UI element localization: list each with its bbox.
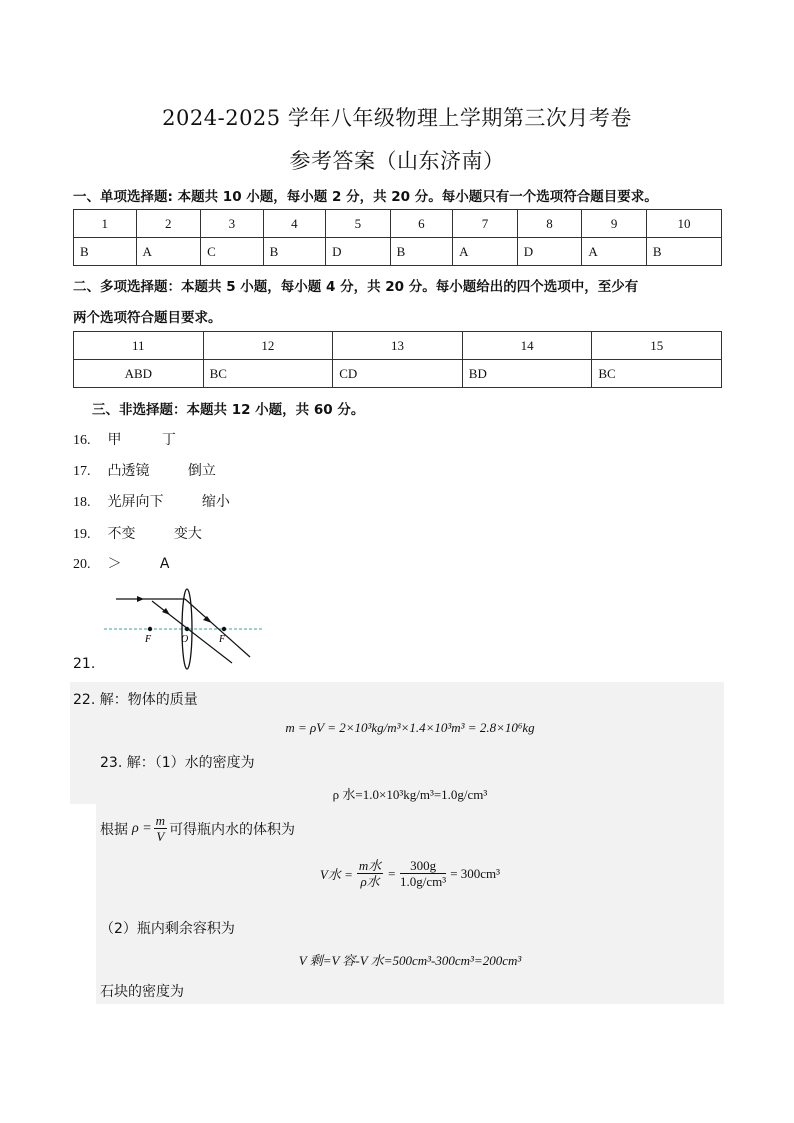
answer-16: 16. 甲 丁 xyxy=(73,432,176,448)
table-cell: BC xyxy=(203,360,333,388)
answer-23-part2: （2）瓶内剩余容积为 xyxy=(100,921,235,937)
table-cell: B xyxy=(646,238,721,266)
water-volume-formula: V水 = $\frac{\text{m水}}{\text{ρ水}}$ = $\frac{300g}{\text{1.0g/cm³}}$ = 300cm³ xyxy=(319,858,501,889)
table-cell: A xyxy=(582,238,647,266)
table-cell: 10 xyxy=(646,210,721,238)
table-cell: B xyxy=(390,238,453,266)
table-cell: 5 xyxy=(326,210,391,238)
stone-density-label: 石块的密度为 xyxy=(100,984,184,1000)
focal-point-right xyxy=(222,627,226,631)
table-row xyxy=(74,210,722,238)
optical-center-label: O xyxy=(181,634,189,645)
table-cell: 15 xyxy=(592,332,722,360)
focal-label-right: F xyxy=(219,634,226,645)
table-cell: A xyxy=(136,238,201,266)
table-cell: ABD xyxy=(74,360,204,388)
table-cell: 3 xyxy=(201,210,264,238)
section3-heading: 三、非选择题：本题共 12 小题，共 60 分。 xyxy=(92,402,365,418)
section2-heading: 二、多项选择题：本题共 5 小题，每小题 4 分，共 20 分。每小题给出的四个选项中，至少有 xyxy=(73,279,639,295)
table-cell: 14 xyxy=(462,332,592,360)
answer-19: 19. 不变 变大 xyxy=(73,526,202,542)
table-cell: B xyxy=(263,238,326,266)
table-cell: B xyxy=(74,238,137,266)
table-row xyxy=(74,360,722,388)
table-cell: 8 xyxy=(517,210,582,238)
table-cell: C xyxy=(201,238,264,266)
table-cell: 11 xyxy=(74,332,204,360)
table-cell: 2 xyxy=(136,210,201,238)
answer-23-intro: 23. 解：（1）水的密度为 xyxy=(100,755,255,771)
convex-lens-ray-diagram xyxy=(100,585,270,675)
section2-heading-cont: 两个选项符合题目要求。 xyxy=(73,310,222,326)
answer-20: 20. ＞ A xyxy=(73,556,170,572)
section2-answer-table xyxy=(73,331,722,388)
answer-22-formula: m = ρV = 2×10³kg/m³×1.4×10³m³ = 2.8×10⁶kg xyxy=(285,720,535,735)
refracted-ray xyxy=(185,599,250,657)
section1-heading: 一、单项选择题: 本题共 10 小题，每小题 2 分，共 20 分。每小题只有一个选项符合题目要求。 xyxy=(73,189,658,205)
focal-point-left xyxy=(148,627,152,631)
table-cell: 1 xyxy=(74,210,137,238)
answer-21-number: 21. xyxy=(73,656,96,672)
answer-22-intro: 22. 解：物体的质量 xyxy=(73,692,198,708)
table-cell: D xyxy=(517,238,582,266)
table-cell: BD xyxy=(462,360,592,388)
table-cell: 4 xyxy=(263,210,326,238)
density-basis-line: 根据 ρ = $\frac{m}{V}$ 可得瓶内水的体积为 xyxy=(100,813,296,844)
table-cell: D xyxy=(326,238,391,266)
page-title: 2024-2025 学年八年级物理上学期第三次月考卷 xyxy=(162,106,632,130)
table-cell: 6 xyxy=(390,210,453,238)
water-density-formula: ρ 水=1.0×10³kg/m³=1.0g/cm³ xyxy=(332,787,488,802)
answer-17: 17. 凸透镜 倒立 xyxy=(73,463,216,479)
section1-answer-table xyxy=(73,209,722,266)
refracted-ray-2 xyxy=(188,629,232,663)
optical-center xyxy=(185,627,189,631)
table-cell: BC xyxy=(592,360,722,388)
table-cell: 13 xyxy=(333,332,463,360)
table-cell: A xyxy=(453,238,518,266)
table-row xyxy=(74,238,722,266)
table-cell: CD xyxy=(333,360,463,388)
focal-label-left: F xyxy=(145,634,152,645)
table-row xyxy=(74,332,722,360)
table-cell: 7 xyxy=(453,210,518,238)
table-cell: 9 xyxy=(582,210,647,238)
density-fraction: $\frac{m}{V}$ xyxy=(155,813,166,844)
answer-18: 18. 光屏向下 缩小 xyxy=(73,494,230,510)
page-subtitle: 参考答案（山东济南） xyxy=(289,149,505,173)
table-cell: 12 xyxy=(203,332,333,360)
remaining-volume-formula: V 剩=V 容-V 水=500cm³-300cm³=200cm³ xyxy=(298,953,522,968)
arrow-icon xyxy=(137,596,144,602)
